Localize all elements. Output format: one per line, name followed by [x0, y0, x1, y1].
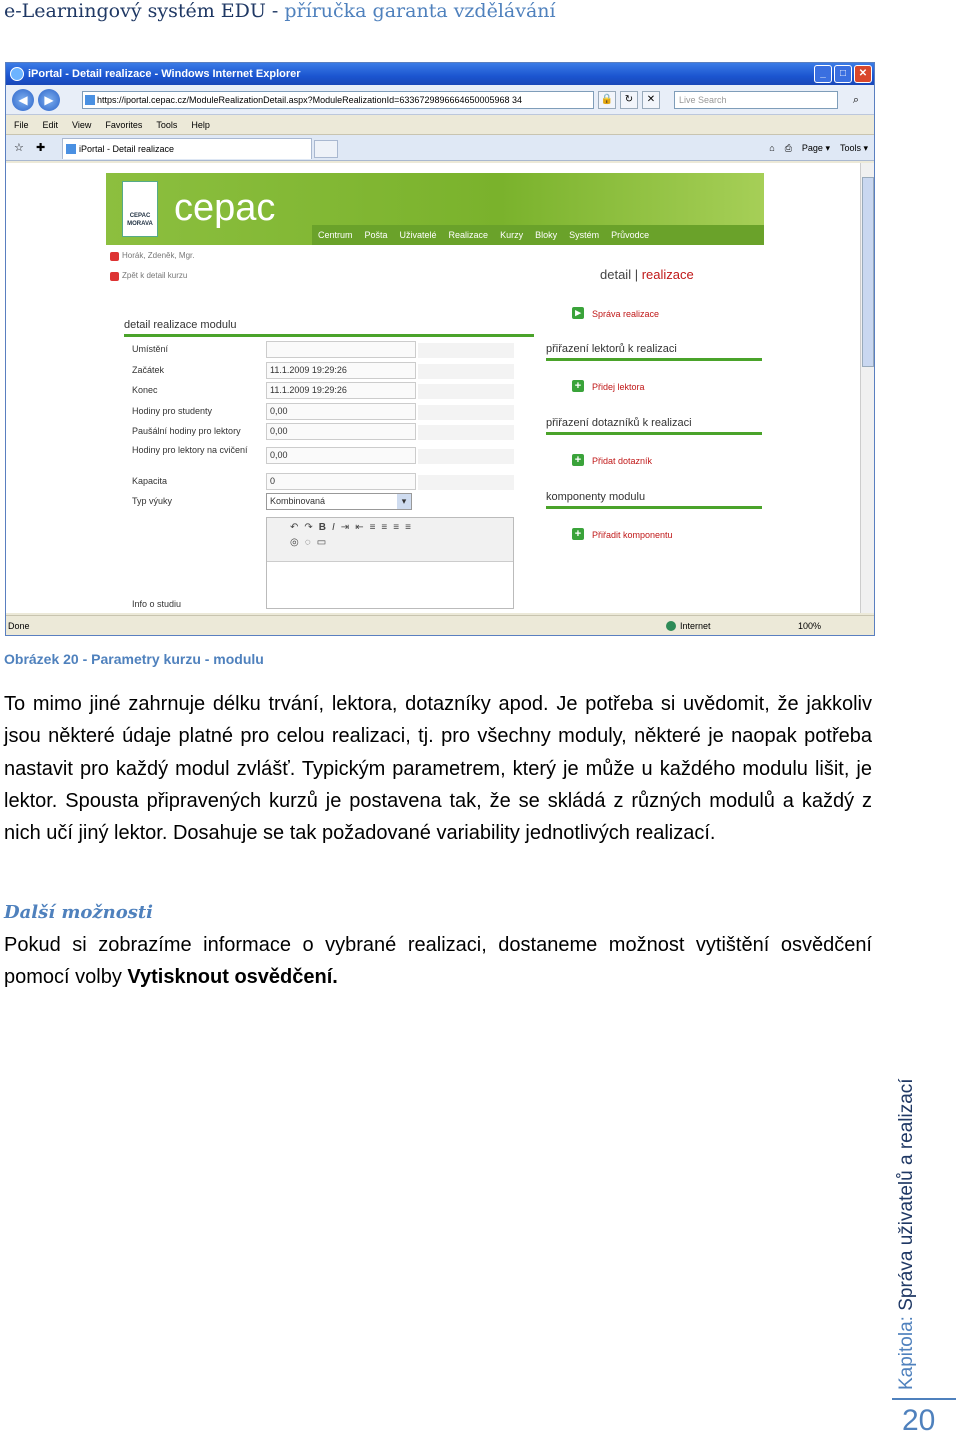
menu-tools[interactable]: Tools — [156, 120, 178, 130]
nav-system[interactable]: Systém — [569, 230, 600, 240]
maximize-icon[interactable]: □ — [834, 65, 852, 83]
forward-arrow-icon[interactable]: ▶ — [38, 89, 60, 111]
scrollbar-thumb[interactable] — [862, 177, 874, 367]
page-menu[interactable]: Page ▾ — [801, 143, 830, 153]
figure-caption: Obrázek 20 - Parametry kurzu - modulu — [4, 651, 264, 667]
row-umisteni — [132, 341, 512, 359]
row-label: Konec — [132, 385, 158, 395]
undo-icon[interactable]: ↶ — [290, 522, 299, 533]
align-right-icon[interactable]: ≡ — [393, 522, 400, 533]
lector-hours-field[interactable]: 0,00 — [266, 423, 416, 440]
site-brand: cepac — [174, 187, 276, 229]
form-heading: detail realizace modulu — [124, 319, 534, 337]
lock-icon[interactable]: 🔒 — [598, 91, 616, 109]
row-zacatek — [132, 362, 512, 380]
close-icon[interactable]: ✕ — [854, 65, 872, 83]
tools-menu[interactable]: Tools ▾ — [839, 143, 868, 153]
paragraph2-text: Pokud si zobrazíme informace o vybrané realizaci, dostaneme možnost vytištění osvědčení pomocí volby — [4, 934, 872, 989]
page-heading: detail | realizace — [600, 267, 694, 282]
nav-bloky[interactable]: Bloky — [535, 230, 558, 240]
back-arrow-icon[interactable]: ◀ — [12, 89, 34, 111]
current-user[interactable]: Horák, Zdeněk, Mgr. — [110, 251, 194, 260]
add-favorite-icon[interactable]: ✚ — [36, 142, 46, 154]
footer-divider — [892, 1398, 956, 1400]
lectors-section-heading: přiřazení lektorů k realizaci — [546, 343, 762, 361]
back-to-course-link[interactable]: Zpět k detail kurzu — [110, 271, 187, 280]
home-icon[interactable]: ⌂ — [769, 143, 775, 153]
page-viewport — [6, 163, 860, 613]
heading-realizace: realizace — [641, 267, 694, 282]
status-text: Done — [8, 621, 30, 631]
print-certificate-option: Vytisknout osvědčení. — [127, 966, 338, 989]
align-left-icon[interactable]: ≡ — [369, 522, 376, 533]
indent-icon[interactable]: ⇥ — [340, 522, 350, 533]
menu-view[interactable]: View — [72, 120, 92, 130]
redo-icon[interactable]: ↷ — [304, 522, 313, 533]
tab-title: iPortal - Detail realizace — [79, 144, 175, 154]
page-icon — [85, 95, 95, 105]
info-label: Info o studiu — [132, 599, 182, 609]
body-paragraph: To mimo jiné zahrnuje délku trvání, lektora, dotazníky apod. Je potřeba si uvědomit, že jakkoliv jsou některé údaje platné pro celou realizaci, tj. pro všechny moduly, některé je naopak potřeba nastavit pro každý modul zvlášť. Typickým parametrem, který je může u každého modulu lišit, je lektor. Spousta připravených kurzů je postavena tak, že se skládá z různých modulů a každý z nich učí jiný lektor. Dosahuje se tak požadované variability jednotlivých realizací. — [4, 693, 872, 845]
capacity-field[interactable]: 0 — [266, 473, 416, 490]
refresh-icon[interactable]: ↻ — [620, 91, 638, 109]
vertical-scrollbar[interactable] — [860, 163, 875, 613]
assign-component-button[interactable]: + Přiřadit komponentu — [572, 530, 673, 540]
start-field[interactable]: 11.1.2009 19:29:26 — [266, 362, 416, 379]
teaching-type-select[interactable]: Kombinovaná ▾ — [266, 493, 412, 510]
print-icon[interactable]: ⎙ — [784, 143, 792, 153]
manage-realization-link[interactable]: ▸ Správa realizace — [572, 309, 659, 319]
window-titlebar — [6, 63, 874, 85]
row-hodiny-studenti — [132, 403, 512, 421]
row-pausalni-hodiny — [132, 423, 512, 441]
new-tab-button[interactable] — [314, 140, 338, 158]
nav-pruvodce[interactable]: Průvodce — [611, 230, 650, 240]
chapter-title: Správa uživatelů a realizací — [896, 1078, 917, 1317]
menu-bar — [6, 115, 874, 135]
menu-file[interactable]: File — [14, 120, 29, 130]
row-label: Hodiny pro lektory na cvičení — [132, 445, 248, 455]
image-icon[interactable]: ▭ — [316, 537, 327, 548]
menu-favorites[interactable]: Favorites — [105, 120, 143, 130]
italic-icon[interactable]: I — [332, 522, 335, 533]
unlink-icon[interactable]: ◌ — [304, 537, 311, 548]
end-field[interactable]: 11.1.2009 19:29:26 — [266, 382, 416, 399]
align-center-icon[interactable]: ≡ — [381, 522, 388, 533]
row-label: Umístění — [132, 344, 169, 354]
location-field[interactable] — [266, 341, 416, 358]
url-text: https://iportal.cepac.cz/ModuleRealizationDetail.aspx?ModuleRealizationId=6336729896664650005968 34 — [97, 95, 523, 105]
ie-logo-icon — [10, 67, 24, 81]
row-label: Paušální hodiny pro lektory — [132, 426, 241, 436]
nav-posta[interactable]: Pošta — [364, 230, 388, 240]
section-heading: Další možnosti — [4, 902, 154, 923]
add-questionnaire-button[interactable]: + Přidat dotazník — [572, 456, 652, 466]
bold-icon[interactable]: B — [318, 522, 327, 533]
page-number: 20 — [902, 1404, 936, 1437]
components-section-heading: komponenty modulu — [546, 491, 762, 509]
questionnaire-section-heading: přiřazení dotazníků k realizaci — [546, 417, 762, 435]
body-paragraph-2 — [4, 929, 872, 994]
zoom-level[interactable]: 100% — [798, 621, 822, 631]
chapter-label: Kapitola: — [896, 1316, 917, 1390]
header-separator: - — [265, 0, 285, 22]
security-zone: Internet — [666, 616, 711, 636]
tab-detail-realizace[interactable] — [62, 138, 312, 159]
student-hours-field[interactable]: 0,00 — [266, 403, 416, 420]
row-label: Začátek — [132, 365, 165, 375]
site-navigation — [312, 225, 764, 245]
nav-realizace[interactable]: Realizace — [448, 230, 489, 240]
search-icon[interactable]: ⌕ — [852, 94, 860, 106]
nav-uzivatele[interactable]: Uživatelé — [399, 230, 437, 240]
heading-detail: detail — [600, 267, 632, 282]
add-lector-button[interactable]: + Přidej lektora — [572, 382, 645, 392]
chapter-sidebar — [896, 1078, 918, 1390]
cepac-site — [106, 173, 766, 613]
header-title-accent: příručka garanta vzdělávání — [284, 0, 556, 22]
document-header — [4, 0, 556, 22]
status-bar — [6, 615, 874, 635]
row-label: Typ výuky — [132, 496, 173, 506]
menu-help[interactable]: Help — [191, 120, 210, 130]
window-title: iPortal - Detail realizace - Windows Internet Explorer — [28, 68, 301, 80]
tab-page-icon — [66, 144, 76, 154]
row-label: Hodiny pro studenty — [132, 406, 213, 416]
url-input[interactable] — [82, 91, 594, 109]
stop-icon[interactable]: ✕ — [642, 91, 660, 109]
tab-bar — [6, 135, 874, 161]
row-typ-vyuky — [132, 493, 512, 511]
row-hodiny-cviceni — [132, 447, 512, 469]
justify-icon[interactable]: ≡ — [405, 522, 411, 533]
rich-text-editor[interactable] — [266, 517, 514, 609]
cepac-logo: CEPAC MORAVA — [122, 181, 158, 237]
nav-kurzy[interactable]: Kurzy — [500, 230, 524, 240]
address-bar — [6, 85, 874, 115]
favorites-star-icon[interactable]: ☆ — [14, 142, 24, 154]
link-icon[interactable]: ◎ — [290, 537, 299, 548]
browser-screenshot — [5, 62, 875, 636]
outdent-icon[interactable]: ⇤ — [355, 522, 364, 533]
header-title-main: e-Learningový systém EDU — [4, 0, 266, 22]
nav-centrum[interactable]: Centrum — [318, 230, 353, 240]
minimize-icon[interactable]: _ — [814, 65, 832, 83]
search-input[interactable]: Live Search — [674, 91, 838, 109]
row-kapacita — [132, 473, 512, 491]
exercise-hours-field[interactable]: 0,00 — [266, 447, 416, 464]
row-konec — [132, 382, 512, 400]
menu-edit[interactable]: Edit — [42, 120, 59, 130]
editor-toolbar — [267, 518, 513, 562]
row-label: Kapacita — [132, 476, 168, 486]
